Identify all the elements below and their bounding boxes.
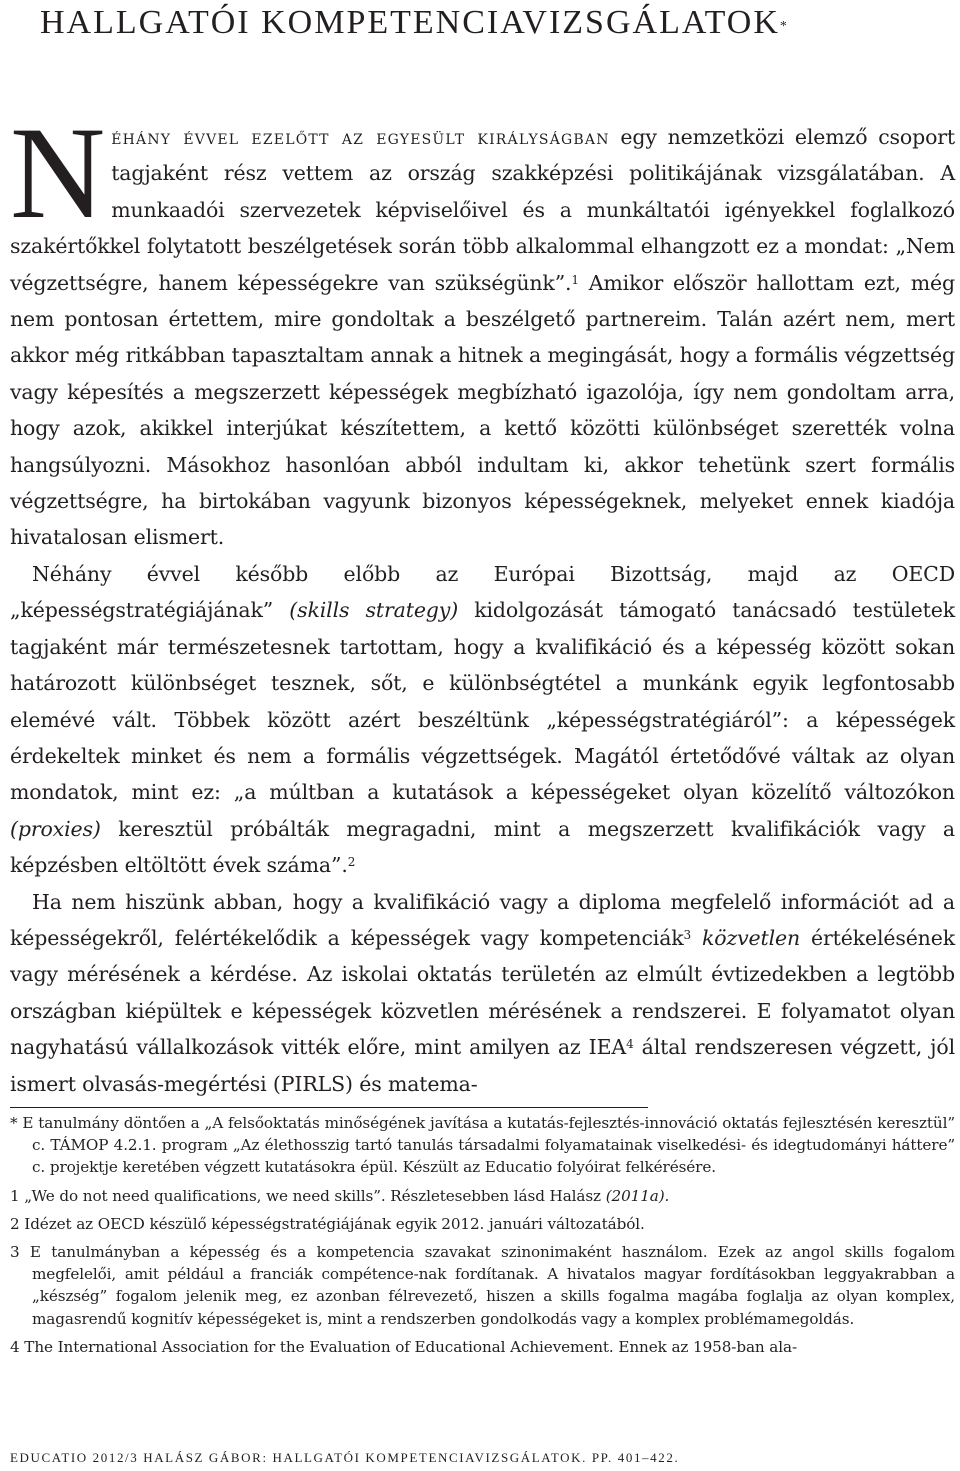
paragraph-1-text-b: Amikor először hallottam ezt, még nem pontosan értettem, mire gondoltak a beszélgető partnereim. Talán azért nem, mert akkor még ritkábban tapasztaltam annak a hitnek a megingását, hogy a formális végzettség vagy képesítés a megszerzett képességek megbízható igazolója, így nem gondoltam arra, hogy azok, akikkel interjúkat készítettem, a kettő közötti különbséget szerették volna hangsúlyozni. Másokhoz hasonlóan abból indultam ki, akkor tehetünk szert formális végzettségre, ha birtokában vagyunk bizonyos képességeknek, melyeket ennek kiadója hivatalosan elismert. <box>10 270 955 550</box>
footnote-2: 2 Idézet az OECD készülő képességstratégiájának egyik 2012. januári változatából. <box>10 1214 645 1233</box>
drop-cap: N <box>10 99 106 246</box>
paragraph-3-text-c: által rendszeresen végzett, jól ismert olvasás-megértési (PIRLS) és matema- <box>10 1035 955 1096</box>
footnote-1 <box>10 1185 955 1207</box>
page-title-text: HALLGATÓI KOMPETENCIAVIZSGÁLATOK <box>40 4 780 41</box>
paragraph-2-italic-1: (skills strategy) <box>289 598 459 623</box>
article-body <box>10 99 955 1102</box>
footnote-star: * E tanulmány döntően a „A felsőoktatás minőségének javítása a kutatás-fejlesztés-innováció oktatás fejlesztésén keresztül” c. TÁMOP 4.2.1. program „Az élethosszig tartó tanulás társadalmi folyamatainak viselkedési- és idegtudományi háttere” c. projektje keretében végzett kutatásokra épül. Készült az Educatio folyóirat felkérésére. <box>10 1114 955 1177</box>
footnote-3: 3 E tanulmányban a képesség és a kompetencia szavakat szinonimaként használom. Ezek az angol skills fogalom megfelelői, amit például a franciák compétence-nak fordítanak. A hivatalos magyar fordításokban leggyakrabban a „készség” fogalom jelenik meg, ez azonban félrevezető, hiszen a skills fogalma magába foglalja az olyan komplex, magasrendű kognitív képességeket is, mint a rendszerben gondolkodás vagy a komplex problémamegoldás. <box>10 1243 955 1328</box>
paragraph-1-text-a: egy nemzetközi elemző csoport tagjaként rész vettem az ország szakképzési politikájának vizsgálatában. A munkaadói szervezetek képviselőivel és a munkáltatói igényekkel foglalkozó szakértőkkel folytatott beszélgetések során több alkalommal elhangzott ez a mondat: „Nem végzettségre, hanem képességekre van szükségünk”. <box>10 125 955 295</box>
paragraph-3-text-a: Ha nem hiszünk abban, hogy a kvalifikáció vagy a diploma megfelelő információt ad a képességekről, felértékelődik a képességek vagy kompetenciák <box>10 889 955 950</box>
footnote-1-text: 1 „We do not need qualifications, we need skills”. Részletesebben lásd Halász <box>10 1186 606 1205</box>
paragraph-3-italic: közvetlen <box>691 925 801 950</box>
paragraph-2 <box>10 556 955 884</box>
paragraph-2-italic-2: (proxies) <box>10 816 101 841</box>
footnote-ref-3[interactable]: 3 <box>683 927 692 942</box>
paragraph-1 <box>10 99 955 556</box>
paragraph-2-text-b: kidolgozását támogató tanácsadó testületek tagjaként már természetesnek tartottam, hogy a kvalifikáció és a képesség között sokan határozott különbséget tesznek, sőt, e különbségtétel a munkánk egyik legfontosabb elemévé vált. Többek között azért beszéltünk „képességstratégiáról”: a képességek érdekeltek minket és nem a formális végzettségek. Magától értetődővé váltak az olyan mondatok, mint ez: „a múltban a kutatások a képességeket olyan közelítő változókon <box>10 598 955 805</box>
footnote-4: 4 The International Association for the Evaluation of Educational Achievement. Ennek az 1958-ban ala- <box>10 1337 798 1356</box>
running-footer: EDUCATIO 2012/3 HALÁSZ GÁBOR: HALLGATÓI KOMPETENCIAVIZSGÁLATOK. PP. 401–422. <box>10 1450 680 1465</box>
paragraph-3-text-b: értékelésének vagy mérésének a kérdése. Az iskolai oktatás területén az elmúlt évtizedekben a legtöbb országban kiépültek e képességek közvetlen mérésének a rendszerei. E folyamatot olyan nagyhatású vállalkozások vitték előre, mint amilyen az IEA <box>10 925 955 1060</box>
footnote-ref-2[interactable]: 2 <box>347 855 356 870</box>
page-title <box>40 0 789 46</box>
footnote-ref-1[interactable]: 1 <box>571 272 579 287</box>
footnote-divider <box>10 1107 648 1108</box>
footnotes <box>10 1112 955 1364</box>
footnote-ref-4[interactable]: 4 <box>626 1037 634 1052</box>
paragraph-2-text-a: Néhány évvel később előbb az Európai Bizottság, majd az OECD „képességstratégiájának” <box>10 561 955 623</box>
title-footnote-mark: * <box>779 19 789 34</box>
lead-in-small-caps: éhány évvel ezelőtt az egyesült királyságban <box>111 125 610 149</box>
footnote-1-citation: (2011a). <box>605 1186 670 1205</box>
paragraph-3 <box>10 884 955 1102</box>
paragraph-2-text-c: keresztül próbálták megragadni, mint a megszerzett kvalifikációk vagy a képzésben eltöltött évek száma”. <box>10 816 955 878</box>
